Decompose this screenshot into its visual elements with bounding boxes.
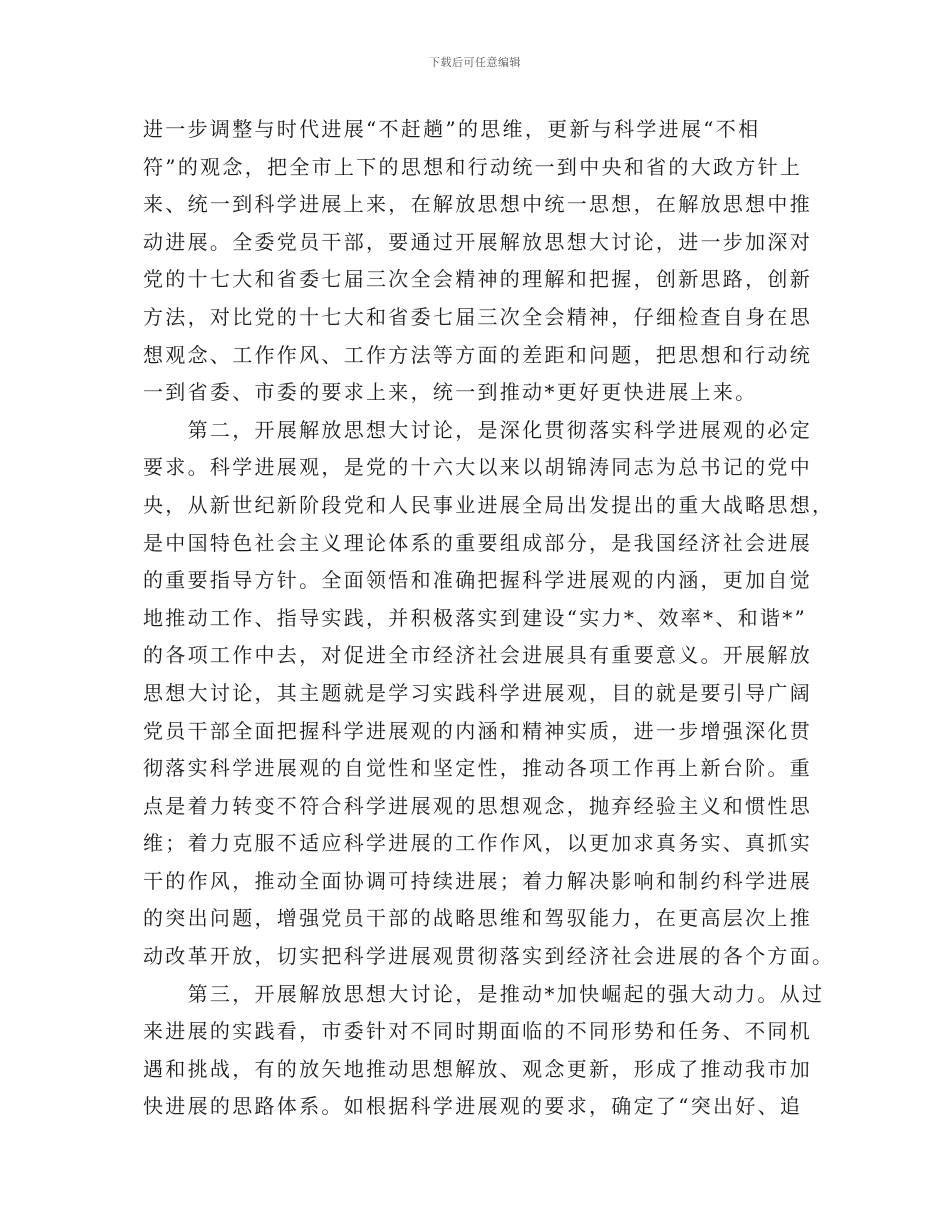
text-line: 来进展的实践看，市委针对不同时期面临的不同形势和任务、不同机	[143, 1019, 812, 1044]
text-line: 来、统一到科学进展上来，在解放思想中统一思想，在解放思想中推	[143, 192, 812, 217]
text-line: 想观念、工作作风、工作方法等方面的差距和问题，把思想和行动统	[143, 342, 812, 367]
text-line: 维；着力克服不适应科学进展的工作作风，以更加求真务实、真抓实	[143, 831, 812, 856]
text-line: 彻落实科学进展观的自觉性和坚定性，推动各项工作再上新台阶。重	[143, 756, 812, 781]
text-line: 央，从新世纪新阶段党和人民事业进展全局出发提出的重大战略思想，	[143, 492, 835, 517]
text-line: 的重要指导方针。全面领悟和准确把握科学进展观的内涵，更加自觉	[143, 568, 812, 593]
text-line: 进一步调整与时代进展“不赶趟”的思维，更新与科学进展“不相	[143, 117, 761, 141]
text-line: 的各项工作中去，对促进全市经济社会进展具有重要意义。开展解放	[143, 643, 812, 668]
text-line: 要求。科学进展观，是党的十六大以来以胡锦涛同志为总书记的党中	[143, 455, 812, 480]
text-line: 快进展的思路体系。如根据科学进展观的要求，确定了“突出好、追	[143, 1094, 803, 1119]
text-line: 的突出问题，增强党员干部的战略思维和驾驭能力，在更高层次上推	[143, 906, 812, 931]
text-line: 点是着力转变不符合科学进展观的思想观念，抛弃经验主义和惯性思	[143, 793, 812, 818]
text-line: 是中国特色社会主义理论体系的重要组成部分，是我国经济社会进展	[143, 530, 812, 555]
text-line: 一到省委、市委的要求上来，统一到推动*更好更快进展上来。	[143, 380, 758, 405]
text-line: 党员干部全面把握科学进展观的内涵和精神实质，进一步增强深化贯	[143, 718, 812, 743]
text-line: 方法，对比党的十七大和省委七届三次全会精神，仔细检查自身在思	[143, 304, 812, 329]
text-line: 思想大讨论，其主题就是学习实践科学进展观，目的就是要引导广阔	[143, 680, 812, 705]
paragraph-start-line: 第二，开展解放思想大讨论，是深化贯彻落实科学进展观的必定	[143, 417, 812, 442]
page-header: 下载后可任意编辑	[429, 56, 521, 69]
paragraph-start-line: 第三，开展解放思想大讨论，是推动*加快崛起的强大动力。从过	[143, 981, 825, 1006]
text-line: 符”的观念，把全市上下的思想和行动统一到中央和省的大政方针上	[143, 154, 803, 179]
document-body	[143, 111, 835, 1126]
text-line: 党的十七大和省委七届三次全会精神的理解和把握，创新思路，创新	[143, 267, 812, 292]
text-line: 干的作风，推动全面协调可持续进展；着力解决影响和制约科学进展	[143, 868, 812, 893]
text-line: 地推动工作、指导实践，并积极落实到建设“实力*、效率*、和谐*”	[143, 605, 808, 630]
text-line: 遇和挑战，有的放矢地推动思想解放、观念更新，形成了推动我市加	[143, 1056, 812, 1081]
text-line: 动改革开放，切实把科学进展观贯彻落实到经济社会进展的各个方面。	[143, 944, 835, 969]
text-line: 动进展。全委党员干部，要通过开展解放思想大讨论，进一步加深对	[143, 229, 812, 254]
